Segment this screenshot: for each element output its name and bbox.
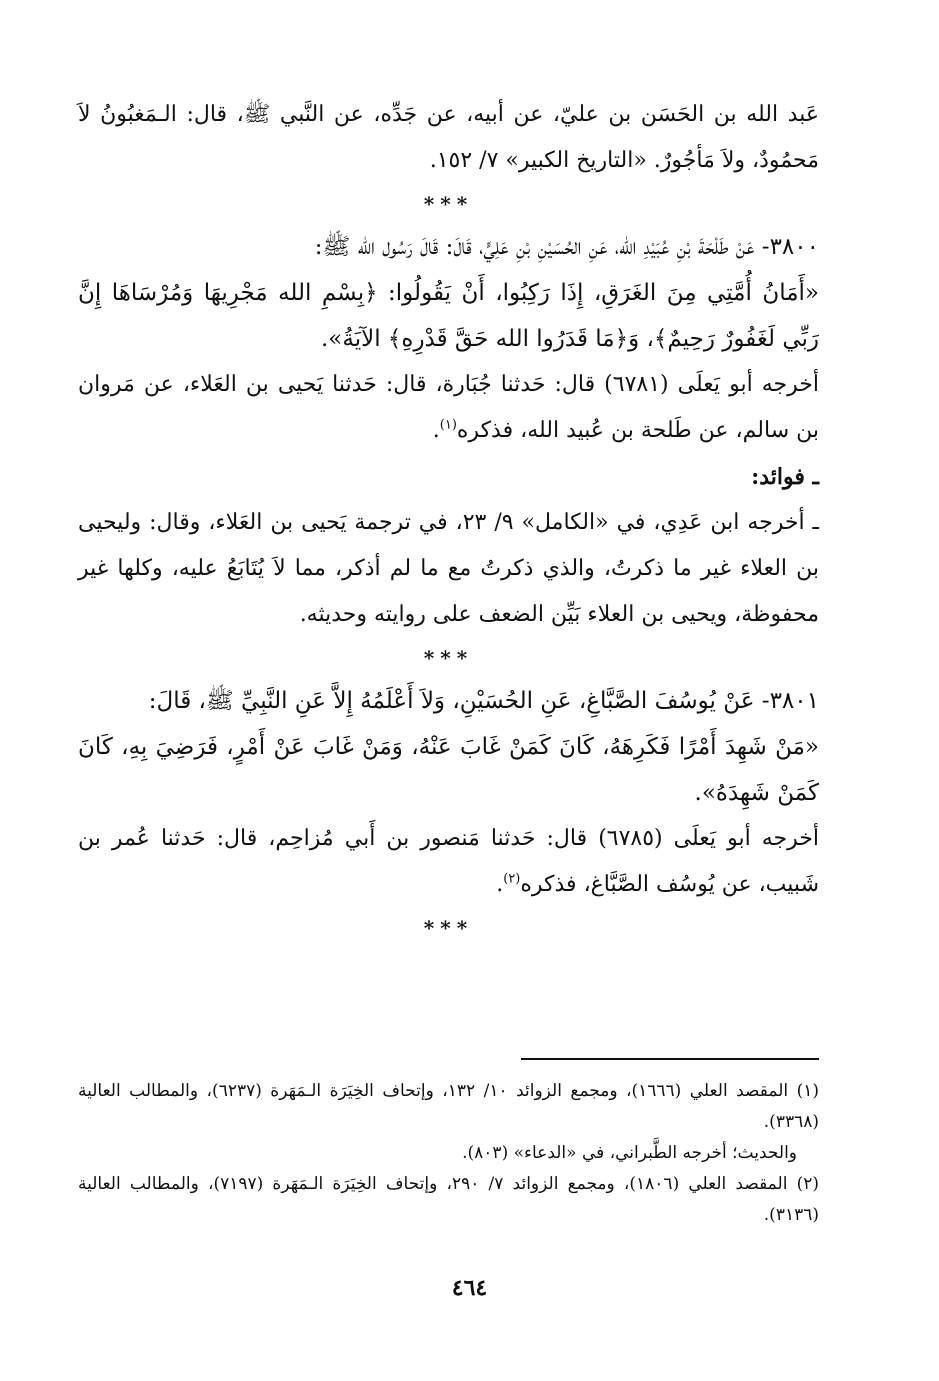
hadith-3801-heading: ٣٨٠١- عَنْ يُوسُفَ الصَّبَّاغِ، عَنِ الحُسَيْنِ، وَلاَ أَعْلَمُهُ إِلاَّ عَنِ النَّبِيِّ ﷺ، قَالَ:: [148, 688, 819, 714]
takhrij-text: أخرجه أبو يَعلَى (٦٧٨٥) قال: حَدثنا مَنصور بن أَبي مُزاحِم، قال: حَدثنا عُمر بن شَبيب، عن يُوسُف الصَّبَّاغ، فذكره: [78, 826, 820, 897]
hadith-3800-takhrij: أخرجه أبو يَعلَى (٦٧٨١) قال: حَدثنا جُبَارة، قال: حَدثنا يَحيى بن العَلاء، عن مَروان بن سالم، عن طَلحة بن عُبيد الله، فذكره$^{(١)}$.: [78, 372, 819, 443]
continuation-paragraph: عَبد الله بن الحَسَن بن عليّ، عن أبيه، عن جَدِّه، عن النَّبي ﷺ، قال: الـمَغبُونُ لاَ مَحمُودٌ، ولاَ مَأجُورٌ. «التاريخ الكبير» ٧/ ١٥٢.: [78, 102, 819, 173]
footnote-1-extra: والحديث؛ أخرجه الطَّبراني، في «الدعاء» (٨٠٣).: [462, 1143, 797, 1163]
hadith-3801-takhrij: أخرجه أبو يَعلَى (٦٧٨٥) قال: حَدثنا مَنصور بن أَبي مُزاحِم، قال: حَدثنا عُمر بن شَبيب، عن يُوسُف الصَّبَّاغ، فذكره$^{(٢)}$.: [78, 826, 820, 897]
footnote-divider: [521, 1058, 819, 1060]
footnote-ref-2[interactable]: (٢): [503, 871, 521, 887]
footnote-2: (٢) المقصد العلي (١٨٠٦)، ومجمع الزوائد ٧/ ٢٩٠، وإتحاف الخِيَرَة الـمَهَرة (٧١٩٧)، والمطالب العالية (٣١٣٦).: [78, 1174, 819, 1225]
hadith-3800-heading: ٣٨٠٠- عَنْ طَلْحَةَ بْنِ عُبَيْدِ الله، عَنِ الحُسَيْنِ بْنِ عَلِيٍّ، قَالَ: قَالَ رَسُول الله ﷺ:: [314, 234, 819, 260]
footnote-ref-1[interactable]: (١): [439, 417, 457, 433]
fawaid-heading: ـ فوائد:: [751, 464, 819, 490]
footnote-1: (١) المقصد العلي (١٦٦٦)، ومجمع الزوائد ١٠/ ١٣٢، وإتحاف الخِيَرَة الـمَهَرة (٦٢٣٧)، والمطالب العالية (٣٣٦٨).: [78, 1081, 819, 1132]
hadith-3800-text: «أَمَانُ أُمَّتِي مِنَ الغَرَقِ، إِذَا رَكِبُوا، أَنْ يَقُولُوا: ﴿بِسْمِ الله مَجْرِيهَا وَمُرْسَاهَا إِنَّ رَبِّي لَغَفُورٌ رَحِيمٌ﴾، وَ﴿مَا قَدَرُوا الله حَقَّ قَدْرِهِ﴾ الآيَةُ».: [78, 280, 819, 352]
page-number: ٤٦٤: [451, 1275, 488, 1301]
takhrij-text: أخرجه أبو يَعلَى (٦٧٨١) قال: حَدثنا جُبَارة، قال: حَدثنا يَحيى بن العَلاء، عن مَروان بن سالم، عن طَلحة بن عُبيد الله، فذكره: [78, 372, 819, 443]
fawaid-paragraph: ـ أخرجه ابن عَدِي، في «الكامل» ٩/ ٢٣، في ترجمة يَحيى بن العَلاء، وقال: وليحيى بن العلاء غير ما ذكرتُ، والذي ذكرتُ مع ما لم أذكر، مما لاَ يُتَابَعُ عليه، وكلها غير محفوظة، ويحيى بن العلاء بَيِّن الضعف على روايته وحديثه.: [78, 510, 819, 627]
footnotes: [78, 1076, 819, 1231]
main-text: [78, 92, 819, 948]
hadith-3801-text: «مَنْ شَهِدَ أَمْرًا فَكَرِهَهُ، كَانَ كَمَنْ غَابَ عَنْهُ، وَمَنْ غَابَ عَنْ أَمْرٍ، فَرَضِيَ بِهِ، كَانَ كَمَنْ شَهِدَهُ».: [78, 734, 819, 806]
section-separator: ***: [423, 916, 474, 940]
section-separator: ***: [423, 646, 474, 670]
section-separator: ***: [423, 192, 474, 216]
